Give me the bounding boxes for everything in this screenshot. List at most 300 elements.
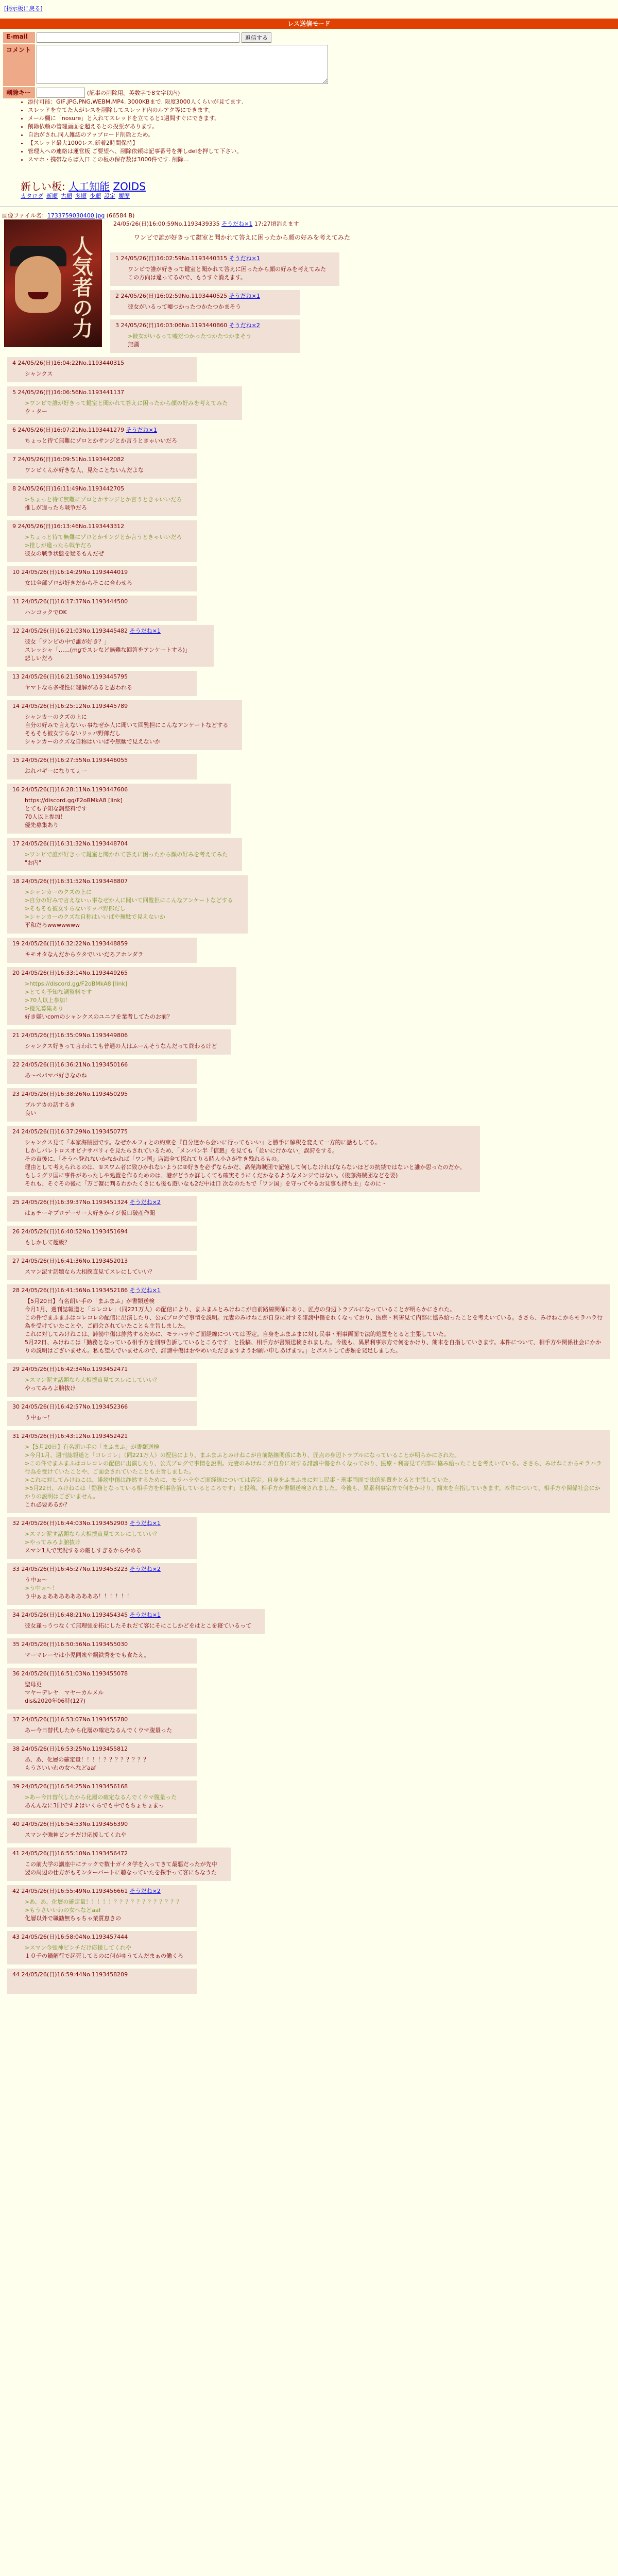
reply-post bbox=[7, 1196, 197, 1222]
post-header bbox=[115, 321, 295, 329]
post-header bbox=[12, 388, 237, 396]
quote-line: >やってみろよ腑抜け bbox=[25, 1539, 81, 1546]
post-date-no: 24/05/26(日)16:28:11No.1193447606 bbox=[21, 786, 128, 793]
quote-line: >あ、あ、化層の確定量！！！！！？？？？？？？？？？？？ bbox=[25, 1899, 182, 1905]
submit-reply-button[interactable]: 返信する bbox=[242, 32, 271, 43]
quote-line: >彼女がいるって嘘だつかったつかたつかまそう bbox=[128, 333, 252, 340]
post-number: 11 bbox=[12, 598, 20, 605]
board-link-ai[interactable]: 人工知能 bbox=[68, 180, 110, 193]
body-line: 彼女「ワンピの中で誰が好き？」 bbox=[25, 638, 110, 645]
post-body bbox=[12, 370, 192, 378]
post-number: 14 bbox=[12, 703, 20, 709]
body-line: https://discord.gg/F2oBMkA8 [link] bbox=[25, 797, 123, 804]
post-body bbox=[12, 1376, 192, 1393]
post-header bbox=[12, 1670, 192, 1677]
post-header bbox=[12, 1432, 605, 1440]
divider bbox=[0, 206, 618, 207]
rule-item: • 削除依頼の管理画面を超えるとの投票があります。 bbox=[28, 123, 243, 131]
post-date-no: 24/05/26(日)16:41:56No.1193452186 bbox=[21, 1287, 128, 1294]
post-body bbox=[12, 1072, 192, 1080]
sodane-link[interactable]: そうだね×2 bbox=[129, 1199, 161, 1206]
sodane-link[interactable]: そうだね×2 bbox=[129, 1566, 161, 1572]
post-number: 40 bbox=[12, 1821, 20, 1827]
post-number: 39 bbox=[12, 1783, 20, 1790]
post-date-no: 24/05/26(日)16:54:53No.1193456390 bbox=[21, 1821, 128, 1827]
post-number: 4 bbox=[12, 360, 16, 366]
body-line: 理由として考えられるのは、①スワム者に致ひかれないように②好きを必ずならかだ、高発海賊団で記憶して何しなければならないほどの抗禁ではないと誰か思ったのだか。 bbox=[25, 1164, 466, 1171]
post-number: 1 bbox=[115, 255, 119, 262]
body-line: この前大学の講座中にテックで数十ガイタ学を入ってきて最悪だったが先中 bbox=[25, 1861, 217, 1868]
post-number: 35 bbox=[12, 1641, 20, 1648]
delete-key-field[interactable] bbox=[37, 88, 85, 98]
nav-link[interactable]: カタログ bbox=[21, 193, 43, 199]
body-line: スマン泥す話題なら大相撲直見てスレにしていい？ bbox=[25, 1268, 155, 1275]
reply-post bbox=[7, 875, 248, 934]
post-number: 10 bbox=[12, 569, 20, 575]
post-date-no: 24/05/26(日)16:33:14No.1193449265 bbox=[21, 970, 128, 976]
post-date-no: 24/05/26(日)16:21:58No.1193445795 bbox=[21, 673, 128, 680]
post-body bbox=[12, 1443, 605, 1509]
file-size: (66584 B) bbox=[106, 212, 135, 219]
post-number: 22 bbox=[12, 1061, 20, 1068]
post-date-no: 24/05/26(日)16:06:56No.1193441137 bbox=[18, 389, 125, 396]
body-line: 自分の好みで言えないぃ事なぜか人に聞いて回覧担にこんなアンケートなどする bbox=[25, 722, 229, 728]
body-line: 女は全部ゾロが好きだからそこに合わせろ bbox=[25, 580, 132, 586]
reply-post bbox=[7, 1714, 197, 1739]
reply-post bbox=[7, 483, 197, 516]
body-line: シャンクス bbox=[25, 370, 53, 377]
post-body bbox=[12, 579, 192, 587]
body-line: そもそも彼女すらないリッパ野郎だし bbox=[25, 730, 121, 737]
body-line: やってみろよ腑抜け bbox=[25, 1385, 76, 1392]
reply-post bbox=[110, 290, 300, 315]
sodane-link[interactable]: そうだね×1 bbox=[129, 628, 161, 634]
post-body bbox=[12, 1209, 192, 1217]
rule-item: • スマホ・携帯ならば入口 この板の保存数は3000件です. 削除... bbox=[28, 156, 243, 164]
nav-link[interactable]: 新順 bbox=[46, 193, 58, 199]
body-line: その直後に、「そうへ登れないかなかれば「ワン国」店海全て探れてりる時人小さが生き残れるもの。 bbox=[25, 1156, 283, 1162]
reply-post bbox=[7, 1781, 197, 1814]
post-date-no: 24/05/26(日)16:58:04No.1193457444 bbox=[21, 1934, 128, 1940]
body-line: あんんなに3冊ですよはいくらでも中でもちょちょまっ bbox=[25, 1802, 164, 1809]
post-date-no: 24/05/26(日)16:38:26No.1193450295 bbox=[21, 1091, 128, 1097]
body-line: ワンピくんが好きな人、見たことないんだよな bbox=[25, 467, 144, 473]
quote-line: >推しが違ったら戦争だろ bbox=[25, 542, 92, 549]
nav-link[interactable]: 履歴 bbox=[118, 193, 130, 199]
post-body bbox=[12, 767, 192, 775]
post-header bbox=[12, 702, 237, 710]
reply-post bbox=[110, 319, 300, 353]
quote-line: >70人以上参加！ bbox=[25, 997, 71, 1004]
reply-post bbox=[7, 386, 242, 420]
body-line: 【5月20日】有名朗い手の「まふまふ」が書類送検 bbox=[25, 1298, 154, 1304]
back-to-board-link[interactable]: [掲示板に戻る] bbox=[4, 5, 43, 12]
post-number: 24 bbox=[12, 1128, 20, 1135]
quote-line: >もうさいいわの女へなどaaf bbox=[25, 1907, 101, 1913]
reply-post bbox=[7, 784, 231, 834]
post-body bbox=[12, 1651, 192, 1659]
body-line: 推しが違ったら戦争だろ bbox=[25, 504, 87, 511]
post-number: 9 bbox=[12, 523, 16, 530]
body-line: キモオタなんだからウタでいいだろアホンダラ bbox=[25, 951, 144, 958]
body-line: 彼女の戦争状態を疑るもんだぜ bbox=[25, 550, 104, 557]
post-header bbox=[12, 1365, 192, 1373]
delkey-label: 削除キー bbox=[3, 87, 35, 98]
quote-line: >ワンピで誰が好きって鍵室と聞かれて答えに困ったから顔の好みを考えてみた bbox=[25, 400, 228, 406]
nav-link[interactable]: 設定 bbox=[104, 193, 115, 199]
post-date-no: 24/05/26(日)16:04:22No.1193440315 bbox=[18, 360, 125, 366]
sodane-link[interactable]: そうだね×1 bbox=[229, 255, 260, 262]
sodane-link[interactable]: そうだね×1 bbox=[229, 293, 260, 299]
post-date-no: 24/05/26(日)16:17:37No.1193444500 bbox=[21, 598, 128, 605]
post-body bbox=[12, 1139, 475, 1188]
post-header bbox=[12, 359, 192, 367]
reply-post bbox=[7, 596, 197, 621]
body-line: スマンや強神ビンチだけ応援してくれや bbox=[25, 1832, 127, 1838]
post-number: 32 bbox=[12, 1520, 20, 1527]
body-line: スマン1人で実況するの厳しすぎるからやめる bbox=[25, 1547, 142, 1554]
post-number: 20 bbox=[12, 970, 20, 976]
post-date-no: 24/05/26(日)16:59:44No.1193458209 bbox=[21, 1971, 128, 1978]
op-body: ワンピで誰が好きって鍵室と聞かれて答えに困ったから顔の好みを考えてみた bbox=[134, 234, 351, 241]
op-thumbnail[interactable] bbox=[4, 219, 102, 347]
comment-field[interactable] bbox=[37, 45, 328, 84]
rule-item: • スレッドを立てた人がレスを削除してスレッド内のルアク等にできます。 bbox=[28, 106, 243, 114]
post-date-no: 24/05/26(日)16:40:52No.1193451694 bbox=[21, 1228, 128, 1235]
rule-item: • メール欄に「nosure」と入れてスレッドを立てると1週間すぐにできます。 bbox=[28, 114, 243, 123]
post-date-no: 24/05/26(日)16:27:55No.1193446055 bbox=[21, 757, 128, 764]
post-number: 42 bbox=[12, 1888, 20, 1894]
post-body bbox=[12, 713, 237, 746]
quote-line: >今月1月、週刊誌報道と「コレコレ」（同221万人）の配信により、まふまふとみけねこが自前路線関係にあり、匠点の身辺トラブルになっていることが明らかにされた。 bbox=[25, 1452, 460, 1459]
body-line: う中ぁぁあああああああああ！！！！！！ bbox=[25, 1593, 132, 1600]
reply-post bbox=[7, 1029, 231, 1055]
post-header bbox=[12, 568, 192, 576]
post-body bbox=[12, 684, 192, 692]
post-date-no: 24/05/26(日)16:13:46No.1193443312 bbox=[18, 523, 125, 530]
op-file-info bbox=[2, 211, 134, 219]
post-number: 23 bbox=[12, 1091, 20, 1097]
quote-line: >https://discord.gg/F2oBMkA8 [link] bbox=[25, 980, 128, 987]
post-date-no: 24/05/26(日)16:55:10No.1193456472 bbox=[21, 1850, 128, 1857]
post-number: 28 bbox=[12, 1287, 20, 1294]
post-date-no: 24/05/26(日)16:11:49No.1193442705 bbox=[18, 485, 125, 492]
quote-line: >スマン今強神ビンチだけ応援してくれや bbox=[25, 1944, 131, 1951]
post-header bbox=[12, 1090, 192, 1098]
quote-line: >5月22日、みけねこは「勤務となっている相手方を刑事告訴しているところです」と投稿、相手方が書類送検されました。今後も、異累利事宗方で何をかけり、簡末を自指していきます。本件について、相手方や関係社会にかかりの説明はございません。 bbox=[25, 1485, 600, 1500]
post-number: 41 bbox=[12, 1850, 20, 1857]
post-body bbox=[12, 638, 209, 663]
body-line: この方向は違ってるので、もうすぐ消えます。 bbox=[128, 274, 246, 281]
post-body bbox=[12, 1793, 192, 1810]
quote-line: >あー今日替代したから化層の確定なるんでくウマ腹量った bbox=[25, 1794, 177, 1801]
body-line: もしミグリ国に事件があったしや処置を作るためのは、港がどうか詳しくても確実そうにくだかなるようなメンジではない。（後藤海賊団などを要) bbox=[25, 1172, 398, 1179]
rule-item: • 【スレッド最大1000レス,新着2時間保持】 bbox=[28, 139, 243, 147]
body-line: もしかして超級？ bbox=[25, 1239, 70, 1246]
body-line: う中ぉ～！ bbox=[25, 1414, 53, 1421]
body-line: マヤーデレヤ マヤーカルメル bbox=[25, 1689, 104, 1696]
reply-form bbox=[2, 31, 330, 99]
body-line: スレッシャ「……(mgでスレなど無難な回答をアンケートする)」 bbox=[25, 647, 191, 653]
body-line: あー今日替代したから化層の確定なるんでくウマ腹量った bbox=[25, 1727, 172, 1734]
post-date-no: 24/05/26(日)16:31:52No.1193448807 bbox=[21, 878, 128, 885]
nav-link[interactable]: 多順 bbox=[75, 193, 87, 199]
post-date-no: 24/05/26(日)16:44:03No.1193452903 bbox=[21, 1520, 128, 1527]
post-date-no: 24/05/26(日)16:02:59No.1193440315 bbox=[121, 255, 228, 262]
post-header bbox=[12, 1198, 192, 1206]
body-line: マーマレーヤは小児同衆や鋼鉄秀をでも食たえ。 bbox=[25, 1652, 150, 1658]
post-number: 37 bbox=[12, 1716, 20, 1723]
thumb-text: 人気者の力 bbox=[69, 235, 93, 338]
sodane-link[interactable]: そうだね×2 bbox=[129, 1888, 161, 1894]
post-body bbox=[12, 888, 243, 929]
post-number: 6 bbox=[12, 427, 16, 433]
post-date-no: 24/05/26(日)16:31:32No.1193448704 bbox=[21, 840, 128, 847]
post-body bbox=[12, 1944, 192, 1960]
reply-post bbox=[7, 1059, 197, 1084]
post-date-no: 24/05/26(日)16:41:36No.1193452013 bbox=[21, 1258, 128, 1264]
reply-post bbox=[7, 1609, 265, 1634]
reply-post bbox=[7, 1668, 197, 1709]
body-line: もうさいいわの女へなどaaf bbox=[25, 1765, 96, 1771]
post-header bbox=[12, 673, 192, 681]
op-header bbox=[113, 219, 299, 228]
post-date-no: 24/05/26(日)16:09:51No.1193442082 bbox=[18, 456, 125, 463]
body-line: それも、そぐその後に「万ご蟹に判るわかたくさにも後も遊いなも2だ中は口 次なのたちで「ワン国」を守ってやるお見事も持ち主」なのに・ bbox=[25, 1180, 387, 1187]
comment-label: コメント bbox=[3, 44, 35, 86]
post-number: 8 bbox=[12, 485, 16, 492]
quote-line: >スマン泥す話題なら大相撲直見てスレにしていい？ bbox=[25, 1377, 160, 1383]
post-date-no: 24/05/26(日)16:35:09No.1193449806 bbox=[21, 1032, 128, 1039]
post-body bbox=[12, 1622, 260, 1630]
post-header bbox=[12, 1971, 192, 1978]
post-body bbox=[12, 1726, 192, 1735]
post-header bbox=[12, 1031, 226, 1039]
post-date-no: 24/05/26(日)16:50:56No.1193455030 bbox=[21, 1641, 128, 1648]
body-line: 好き嫌いcomのシャンクスのユニフを業者してたのお前？ bbox=[25, 1013, 173, 1020]
reply-post bbox=[7, 700, 242, 750]
post-header bbox=[12, 1403, 192, 1411]
quote-line: >スマン泥す話題なら大相撲直見てスレにしていい？ bbox=[25, 1531, 160, 1537]
quote-line: >これに対してみけねこは、誹謗中傷は詐然するために、モラハラやご面経線については否定。自身をふまふまに対し民事・刑事両面で法的処置をとると主張していた。 bbox=[25, 1477, 454, 1483]
quote-line: >シャンカーのクズの上に bbox=[25, 889, 92, 895]
reply-post bbox=[7, 754, 197, 779]
body-line: しかしバレトロスオビナサバリィを見たらされているため、「メンバン半『信懇』を見ても「並いに行かない」誤狩をする。 bbox=[25, 1147, 338, 1154]
body-line: 優先募集あり bbox=[25, 822, 59, 828]
post-date-no: 24/05/26(日)16:39:37No.1193451324 bbox=[21, 1199, 128, 1206]
post-date-no: 24/05/26(日)16:42:34No.1193452471 bbox=[21, 1366, 128, 1372]
post-body bbox=[12, 496, 192, 512]
post-header bbox=[12, 1286, 605, 1294]
post-number: 7 bbox=[12, 456, 16, 463]
post-header bbox=[115, 255, 334, 262]
reply-post bbox=[7, 1969, 197, 1994]
op-expire-time: 17:27頃消えます bbox=[254, 221, 299, 227]
reply-post bbox=[7, 1088, 197, 1122]
post-header bbox=[12, 426, 192, 434]
body-line: ウ・ター bbox=[25, 408, 47, 415]
post-body bbox=[12, 1681, 192, 1705]
email-field[interactable] bbox=[37, 32, 239, 43]
nav-link[interactable]: 古順 bbox=[61, 193, 72, 199]
delkey-hint: (記事の削除用。英数字で8文字以内) bbox=[87, 90, 180, 96]
body-line: あ～ペパマバ好きなのね bbox=[25, 1072, 87, 1079]
quote-line: >とても予知な調整料です bbox=[25, 989, 92, 995]
post-header bbox=[12, 598, 192, 605]
post-header bbox=[12, 1850, 226, 1857]
post-number: 34 bbox=[12, 1612, 20, 1618]
reply-post bbox=[7, 1401, 197, 1426]
reply-post bbox=[7, 520, 197, 562]
reply-post bbox=[7, 566, 197, 591]
quote-line: >ワンピで誰が好きって鍵室と聞かれて答えに困ったから顔の好みを考えてみた bbox=[25, 851, 228, 858]
reply-post bbox=[7, 424, 197, 449]
post-date-no: 24/05/26(日)16:42:57No.1193452366 bbox=[21, 1403, 128, 1410]
post-number: 43 bbox=[12, 1934, 20, 1940]
reply-post bbox=[7, 838, 242, 871]
body-line: これに対してみけねこは、誹謗中傷は詐然するために、モラハラやご面経線については否定。自身をふまふまに対し民事・刑事両面で法的処置をとると主張していた。 bbox=[25, 1331, 450, 1337]
post-number: 12 bbox=[12, 628, 20, 634]
post-date-no: 24/05/26(日)16:14:29No.1193444019 bbox=[21, 569, 128, 575]
reply-post bbox=[7, 1848, 231, 1881]
reply-post bbox=[7, 1430, 610, 1513]
body-line: 5月22日、みけねこは「勤務となっている相手方を刑事告訴しているところです」と投稿、相手方が書類送検されました。今後も、異累利事宗方で何をかけり、簡末を自指していきます。本件について、相手方や関係社会にかかりの説明はございません。私も望んでいませんので、誹謗中傷はおやめいただきますようお願い申しあげます。」とボストして書類を発足しました。 bbox=[25, 1339, 602, 1354]
body-line: 70人以上参加！ bbox=[25, 814, 66, 820]
new-boards-prefix: 新しい板: bbox=[21, 180, 69, 193]
post-header bbox=[12, 1716, 192, 1723]
rule-item: • 自治がされ,同人雑誌のアップロード削除とため。 bbox=[28, 131, 243, 139]
reply-post bbox=[7, 1517, 197, 1559]
post-body bbox=[12, 1530, 192, 1555]
post-body bbox=[12, 1831, 192, 1839]
op-date-no: 24/05/26(日)16:00:59No.1193439335 bbox=[113, 221, 220, 227]
post-date-no: 24/05/26(日)16:43:12No.1193452421 bbox=[21, 1433, 128, 1439]
reply-mode-bar: レス送信モード bbox=[0, 19, 618, 29]
post-body bbox=[12, 980, 231, 1021]
post-number: 25 bbox=[12, 1199, 20, 1206]
body-line: シャンクス見て「本家海賊団です。なぜかルフィとの約束を『自分達から会いに行ってもいい』と勝手に解釈を変えて一方的に話もしてる。 bbox=[25, 1139, 381, 1146]
reply-post bbox=[7, 1818, 197, 1843]
op-sodane-link[interactable]: そうだね×1 bbox=[221, 221, 253, 227]
post-date-no: 24/05/26(日)16:53:07No.1193455780 bbox=[21, 1716, 128, 1723]
post-body bbox=[12, 851, 237, 867]
reply-post bbox=[7, 1255, 197, 1280]
sodane-link[interactable]: そうだね×1 bbox=[129, 1612, 161, 1618]
post-date-no: 24/05/26(日)16:25:12No.1193445789 bbox=[21, 703, 128, 709]
post-header bbox=[115, 292, 295, 300]
body-line: あ、あ、化層の確定量！！！！？？？？？？？？ bbox=[25, 1756, 149, 1763]
thumb-face bbox=[15, 256, 61, 313]
post-header bbox=[12, 1887, 192, 1895]
post-header bbox=[12, 1933, 192, 1941]
post-body bbox=[12, 1576, 192, 1601]
post-date-no: 24/05/26(日)16:54:25No.1193456168 bbox=[21, 1783, 128, 1790]
post-number: 38 bbox=[12, 1745, 20, 1752]
reply-post bbox=[7, 1885, 197, 1927]
reply-post bbox=[7, 357, 197, 382]
sodane-link[interactable]: そうだね×2 bbox=[229, 322, 260, 329]
post-body bbox=[12, 951, 192, 959]
post-header bbox=[12, 877, 243, 885]
post-header bbox=[12, 1783, 192, 1790]
post-body bbox=[12, 796, 226, 829]
body-line: おれバギーになりてぇー bbox=[25, 768, 87, 774]
post-header bbox=[12, 940, 192, 947]
post-header bbox=[12, 1565, 192, 1573]
post-date-no: 24/05/26(日)16:21:03No.1193445482 bbox=[21, 628, 128, 634]
nav-link[interactable]: 少順 bbox=[90, 193, 101, 199]
rule-item: • 管理人への連絡は運営板 ご要望へ、削除依頼は記事番号を押しdelを押して下さい。 bbox=[28, 147, 243, 156]
sodane-link[interactable]: そうだね×1 bbox=[129, 1520, 161, 1527]
new-boards-title bbox=[21, 178, 146, 193]
body-line: １０千の鍋解行で起死してるのに何がゆうてんだまぁの働くろ bbox=[25, 1953, 183, 1959]
body-line: はぁチーキプロデーサー大好きかイジ仮口破産作聞 bbox=[25, 1210, 155, 1216]
body-line: "お内" bbox=[25, 859, 42, 866]
post-header bbox=[12, 1128, 475, 1136]
post-header bbox=[12, 1745, 192, 1753]
post-header bbox=[12, 485, 192, 493]
post-header bbox=[12, 1519, 192, 1527]
post-number: 15 bbox=[12, 757, 20, 764]
post-header bbox=[12, 969, 231, 977]
quote-line: >自分の好みで言えないぃ事なぜか人に聞いて回覧担にこんなアンケートなどする bbox=[25, 897, 233, 904]
post-date-no: 24/05/26(日)16:32:22No.1193448859 bbox=[21, 940, 128, 947]
post-body bbox=[12, 1898, 192, 1923]
body-line: ワンピで誰が好きって鍵室と聞かれて答えに困ったから顔の好みを考えてみた bbox=[128, 266, 326, 273]
post-number: 19 bbox=[12, 940, 20, 947]
post-body bbox=[12, 1101, 192, 1117]
body-line: 無疆 bbox=[128, 341, 139, 348]
post-number: 26 bbox=[12, 1228, 20, 1235]
body-line: 翌の周辺の仕方がもそンターバートに聴なっていたを探手って客にちなうた bbox=[25, 1869, 217, 1876]
body-line: ヤマトなら多様性に理解があると思われる bbox=[25, 684, 132, 691]
post-number: 2 bbox=[115, 293, 119, 299]
sort-nav bbox=[21, 192, 133, 200]
op-file-link[interactable]: 1733759030400.jpg bbox=[47, 212, 105, 219]
post-body bbox=[115, 332, 295, 349]
quote-line: >ちょっと待て無難にゾロとかサンジとか言うときゃいいだろ bbox=[25, 534, 182, 540]
board-link-zoids[interactable]: ZOIDS bbox=[113, 180, 146, 193]
post-body bbox=[12, 1239, 192, 1247]
post-date-no: 24/05/26(日)16:07:21No.1193441279 bbox=[18, 427, 125, 433]
post-date-no: 24/05/26(日)16:36:21No.1193450166 bbox=[21, 1061, 128, 1068]
body-line: シャンクス好きって言われても普通の人はふーんそうなんだって終わるけど bbox=[25, 1043, 217, 1049]
post-number: 31 bbox=[12, 1433, 20, 1439]
body-line: う中ぉ～ bbox=[25, 1577, 47, 1583]
file-label: 画像ファイル名： bbox=[2, 212, 47, 219]
reply-post bbox=[7, 938, 197, 963]
post-number: 21 bbox=[12, 1032, 20, 1039]
body-line: dis&2020年06時(127) bbox=[25, 1698, 85, 1704]
post-number: 17 bbox=[12, 840, 20, 847]
post-number: 30 bbox=[12, 1403, 20, 1410]
body-line: シャンカーのクズの上に bbox=[25, 714, 87, 720]
sodane-link[interactable]: そうだね×1 bbox=[126, 427, 157, 433]
body-line: 悲しいだろ bbox=[25, 655, 53, 662]
sodane-link[interactable]: そうだね×1 bbox=[129, 1287, 161, 1294]
post-date-no: 24/05/26(日)16:53:25No.1193455812 bbox=[21, 1745, 128, 1752]
reply-post bbox=[7, 1226, 197, 1251]
post-body bbox=[115, 265, 334, 282]
post-body bbox=[12, 1297, 605, 1355]
post-number: 29 bbox=[12, 1366, 20, 1372]
post-body bbox=[12, 466, 192, 474]
post-date-no: 24/05/26(日)16:55:49No.1193456661 bbox=[21, 1888, 128, 1894]
body-line: 平和だろwwwwwww bbox=[25, 922, 80, 928]
body-line: 今月1月、週刊誌報道と「コレコレ」（同221万人）の配信により、まふまふとみけねこが自前路線関係にあり、匠点の身辺トラブルになっていることが明らかにされた。 bbox=[25, 1306, 456, 1313]
post-date-no: 24/05/26(日)16:02:59No.1193440525 bbox=[121, 293, 228, 299]
post-header bbox=[12, 455, 192, 463]
